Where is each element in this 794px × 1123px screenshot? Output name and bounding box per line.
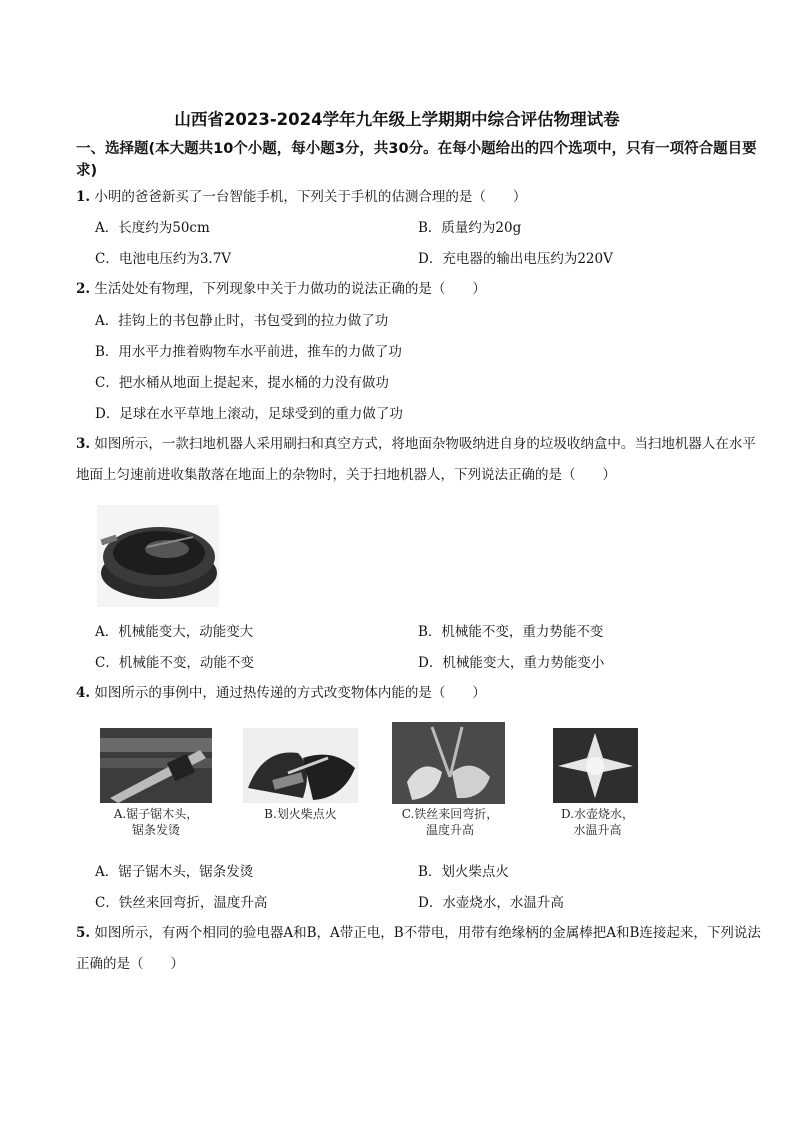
- option-2a: A．挂钩上的书包静止时，书包受到的拉力做了功: [95, 313, 389, 329]
- option-1b: B．质量约为20g: [418, 220, 522, 236]
- question-number: 1.: [76, 189, 91, 205]
- page-title: 山西省2023-2024学年九年级上学期期中综合评估物理试卷: [174, 110, 620, 129]
- question-number: 5.: [76, 925, 91, 941]
- option-3a: A．机械能变大，动能变大: [95, 624, 254, 640]
- option-4a: A．锯子锯木头，锯条发烫: [95, 864, 254, 880]
- option-4c: C．铁丝来回弯折，温度升高: [95, 895, 268, 911]
- question-stem: 小明的爸爸新买了一台智能手机，下列关于手机的估测合理的是（ ）: [94, 189, 527, 205]
- question-2: [76, 274, 766, 305]
- question-number: 3.: [76, 436, 91, 452]
- kettle-figure: [553, 728, 638, 803]
- option-2c: C．把水桶从地面上提起来，提水桶的力没有做功: [95, 375, 389, 391]
- question-number: 4.: [76, 685, 91, 701]
- question-3: [76, 429, 766, 491]
- robot-vacuum-figure: [97, 505, 219, 607]
- figure-d-caption: [540, 806, 655, 838]
- figure-a-caption: [95, 806, 217, 838]
- question-stem: 如图所示的事例中，通过热传递的方式改变物体内能的是（ ）: [94, 685, 486, 701]
- match-figure: [243, 728, 358, 803]
- option-2d: D．足球在水平草地上滚动，足球受到的重力做了功: [95, 406, 403, 422]
- question-number: 2.: [76, 281, 91, 297]
- question-stem: 生活处处有物理，下列现象中关于力做功的说法正确的是（ ）: [94, 281, 486, 297]
- section-heading: 一、选择题(本大题共10个小题，每小题3分，共30分。在每小题给出的四个选项中，只有一项符合题目要求): [76, 141, 757, 179]
- option-3d: D．机械能变大，重力势能变小: [418, 655, 605, 671]
- caption-text: B.划火柴点火: [264, 807, 337, 821]
- question-5: [76, 918, 766, 980]
- caption-text: D.水壶烧水， 水温升高: [560, 807, 634, 837]
- option-1d: D．充电器的输出电压约为220V: [418, 251, 613, 267]
- caption-text: A.锯子锯木头， 锯条发烫: [113, 807, 199, 837]
- option-1a: A．长度约为50cm: [95, 220, 210, 236]
- figure-c-caption: [385, 806, 515, 838]
- option-1c: C．电池电压约为3.7V: [95, 251, 232, 267]
- question-stem: 如图所示，一款扫地机器人采用刷扫和真空方式，将地面杂物吸纳进自身的垃圾收纳盒中。当扫地机器人在水平地面上匀速前进收集散落在地面上的杂物时，关于扫地机器人，下列说法正确的是（ ）: [76, 436, 756, 483]
- question-1: [76, 182, 766, 213]
- option-3c: C．机械能不变，动能不变: [95, 655, 254, 671]
- wire-bending-figure: [392, 722, 505, 804]
- option-4b: B．划火柴点火: [418, 864, 509, 880]
- option-3b: B．机械能不变，重力势能不变: [418, 624, 604, 640]
- question-4: [76, 678, 766, 709]
- caption-text: C.铁丝来回弯折， 温度升高: [401, 807, 499, 837]
- saw-figure: [100, 728, 212, 803]
- question-stem: 如图所示，有两个相同的验电器A和B，A带正电，B不带电，用带有绝缘柄的金属棒把A和B连接起来，下列说法正确的是（ ）: [76, 925, 761, 972]
- option-2b: B．用水平力推着购物车水平前进，推车的力做了功: [95, 344, 402, 360]
- figure-b-caption: [243, 806, 358, 822]
- option-4d: D．水壶烧水，水温升高: [418, 895, 564, 911]
